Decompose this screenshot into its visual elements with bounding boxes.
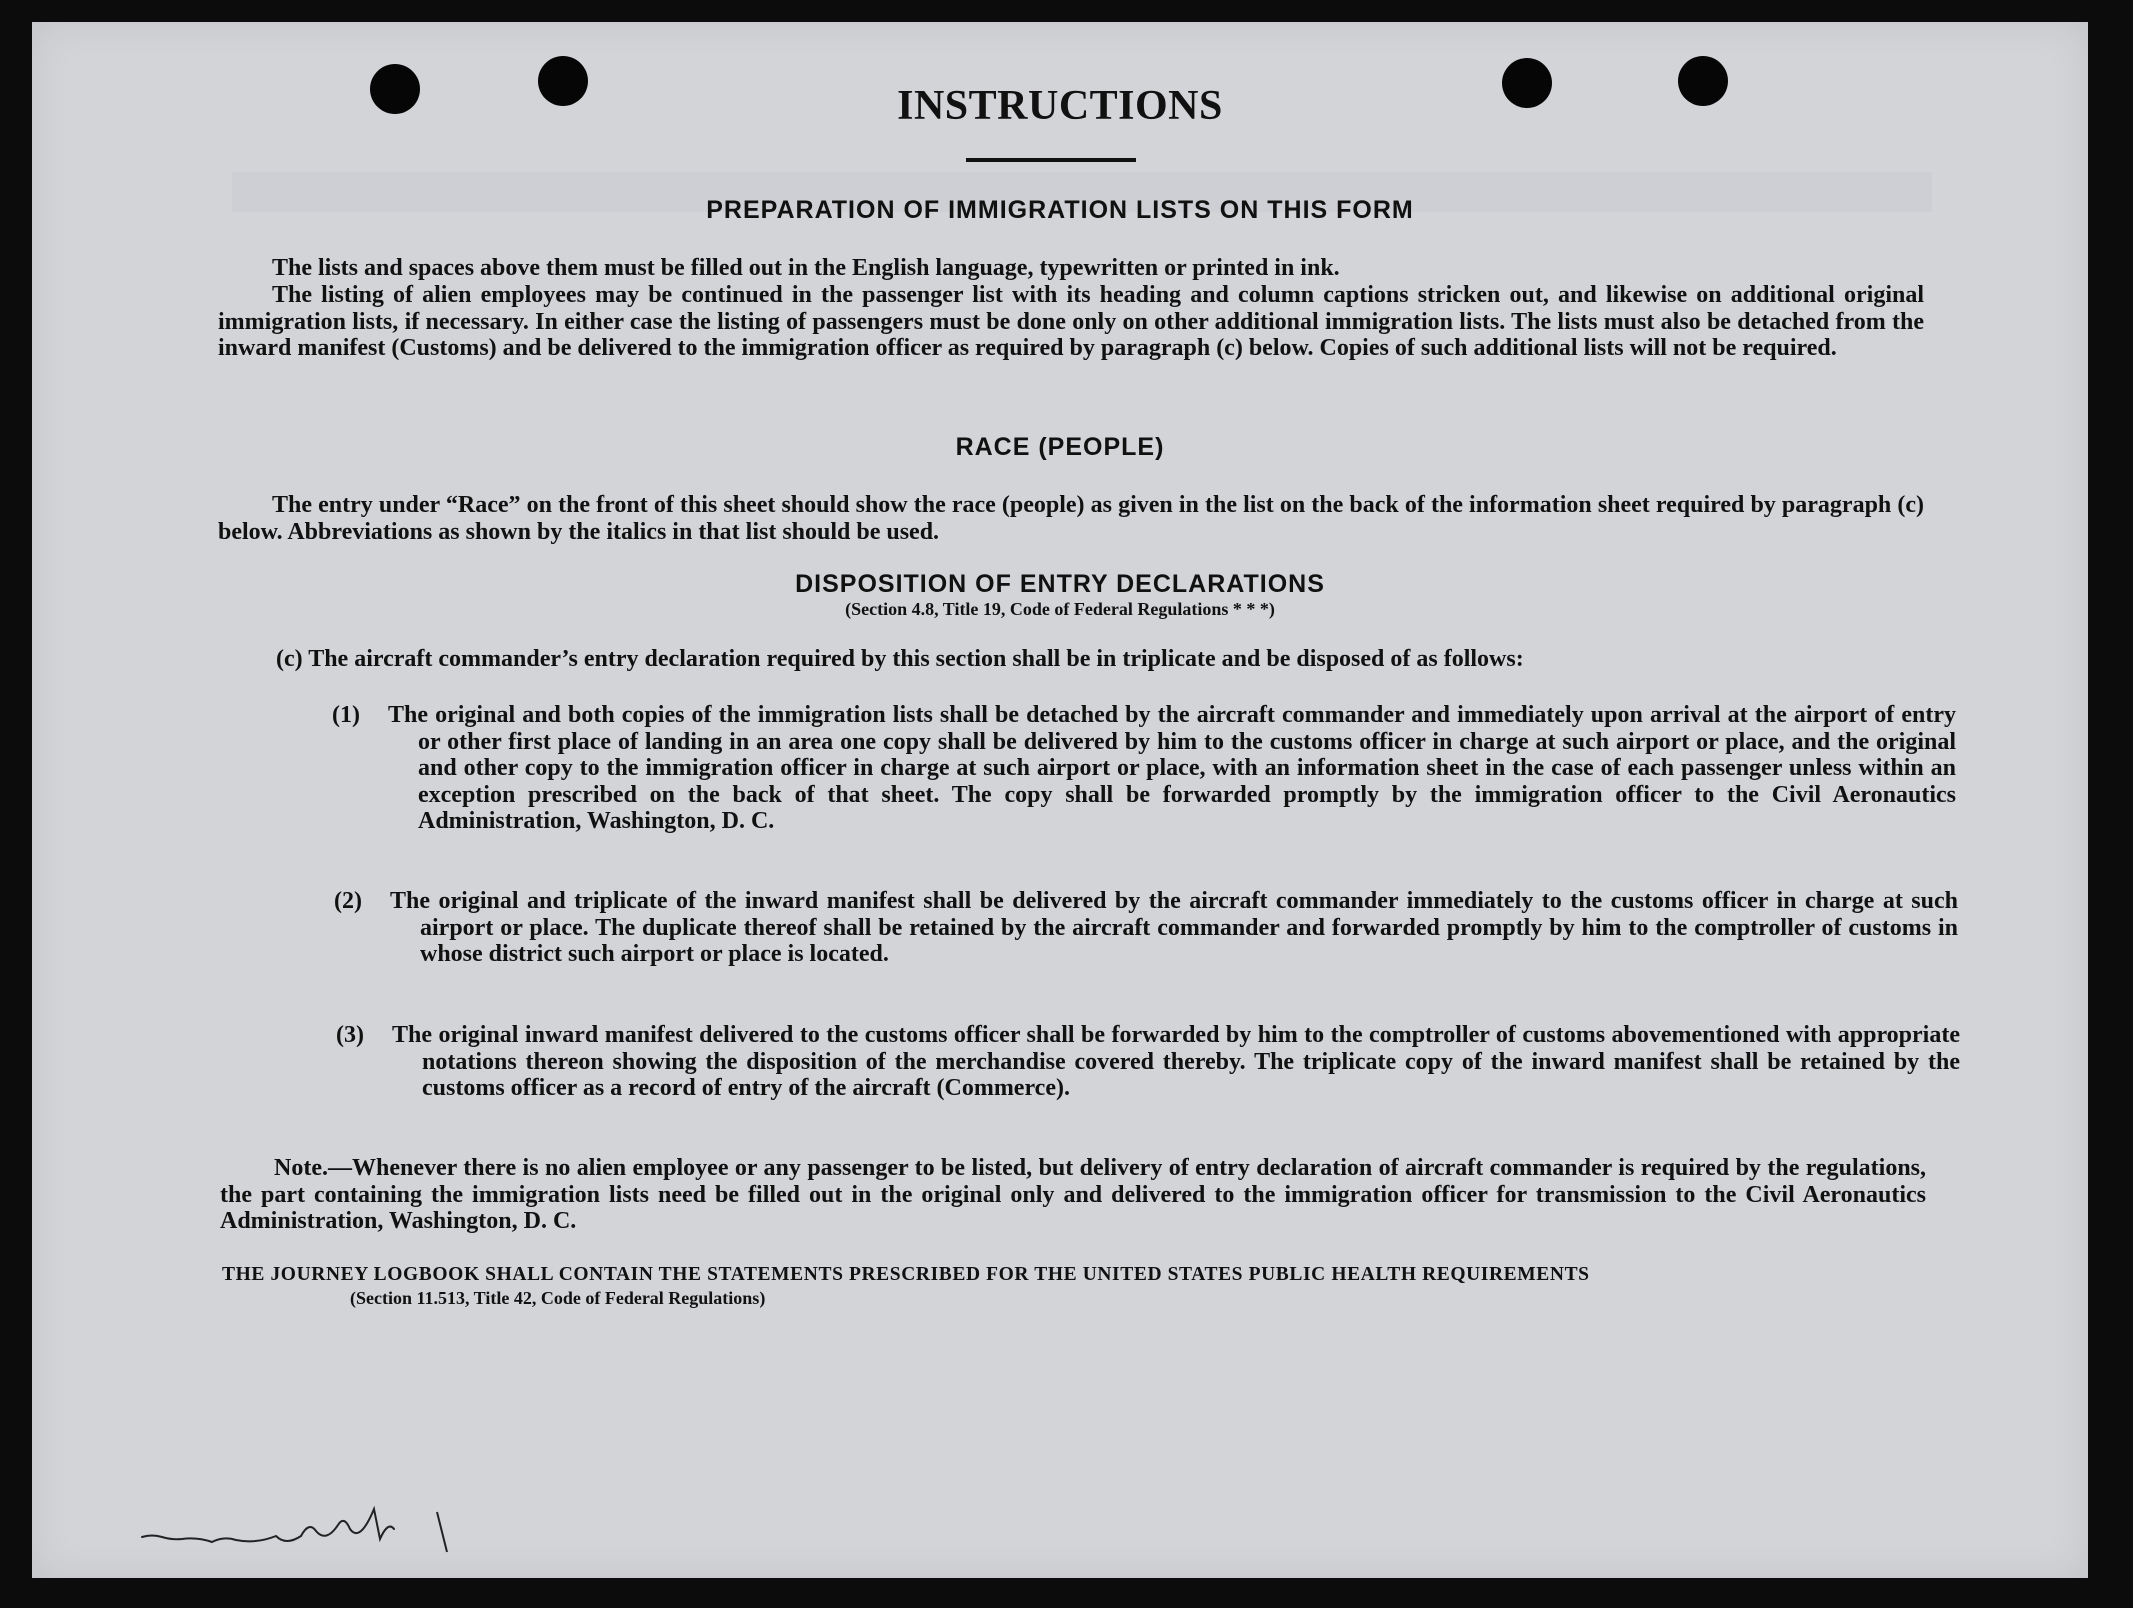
paragraph-c-intro: (c) The aircraft commander’s entry declaration required by this section shall be in triplicate and be disposed of as follows: bbox=[276, 646, 1524, 672]
note-paragraph: Note.—Whenever there is no alien employee or any passenger to be listed, but delivery of entry declaration of aircraft commander is required by the regulations, the part containing the immigration lists need be filled out in the original only and delivered to the immigration officer for transmission to the Civil Aeronautics Administration, Washington, D. C. bbox=[220, 1155, 1926, 1234]
section-citation: (Section 4.8, Title 19, Code of Federal Regulations * * *) bbox=[845, 599, 1275, 619]
handwritten-scribble bbox=[137, 1492, 557, 1562]
section-heading-disposition: DISPOSITION OF ENTRY DECLARATIONS bbox=[795, 570, 1325, 598]
paragraph-english-language: The lists and spaces above them must be filled out in the English language, typewritten or printed in ink. bbox=[272, 255, 1340, 281]
item-number-3: (3) bbox=[336, 1022, 364, 1048]
page-title: INSTRUCTIONS bbox=[897, 83, 1223, 129]
section-heading-race: RACE (PEOPLE) bbox=[955, 433, 1165, 461]
item-text-3: The original inward manifest delivered to the customs officer shall be forwarded by him to the comptroller of customs abovementioned with appropriate notations thereon showing the disposition of the merchandise covered thereby. The triplicate copy of the inward manifest shall be retained by the customs officer as a record of entry of the aircraft (Commerce). bbox=[392, 1022, 1960, 1101]
document-page bbox=[32, 22, 2088, 1578]
title-underline bbox=[966, 158, 1136, 162]
paragraph-race: The entry under “Race” on the front of this sheet should show the race (people) as given in the list on the back of the information sheet required by paragraph (c) below. Abbreviations as shown by the italics in that list should be used. bbox=[218, 492, 1924, 545]
item-text-1: The original and both copies of the immigration lists shall be detached by the aircraft commander and immediately upon arrival at the airport of entry or other first place of landing in an area one copy shall be delivered by him to the customs officer in charge at such airport or place, and the original and other copy to the immigration officer in charge at such airport or place, with an information sheet in the case of each passenger unless within an exception prescribed on the back of that sheet. The copy shall be forwarded promptly by the immigration officer to the Civil Aeronautics Administration, Washington, D. C. bbox=[388, 702, 1956, 834]
footer-citation: (Section 11.513, Title 42, Code of Federal Regulations) bbox=[350, 1288, 766, 1308]
section-heading-preparation: PREPARATION OF IMMIGRATION LISTS ON THIS FORM bbox=[706, 196, 1414, 224]
paragraph-alien-employees: The listing of alien employees may be continued in the passenger list with its heading and column captions stricken out, and likewise on additional original immigration lists, if necessary. In either case the listing of passengers must be done only on other additional immigration lists. The lists must also be detached from the inward manifest (Customs) and be delivered to the immigration officer as required by paragraph (c) below. Copies of such additional lists will not be required. bbox=[218, 282, 1924, 361]
item-number-2: (2) bbox=[334, 888, 362, 914]
item-number-1: (1) bbox=[332, 702, 360, 728]
item-text-2: The original and triplicate of the inward manifest shall be delivered by the aircraft commander immediately to the customs officer in charge at such airport or place. The duplicate thereof shall be retained by the aircraft commander and forwarded promptly by him to the comptroller of customs in whose district such airport or place is located. bbox=[390, 888, 1958, 967]
footer-statement: THE JOURNEY LOGBOOK SHALL CONTAIN THE STATEMENTS PRESCRIBED FOR THE UNITED STATES PUBLIC HEALTH REQUIREMENTS bbox=[222, 1264, 1590, 1285]
